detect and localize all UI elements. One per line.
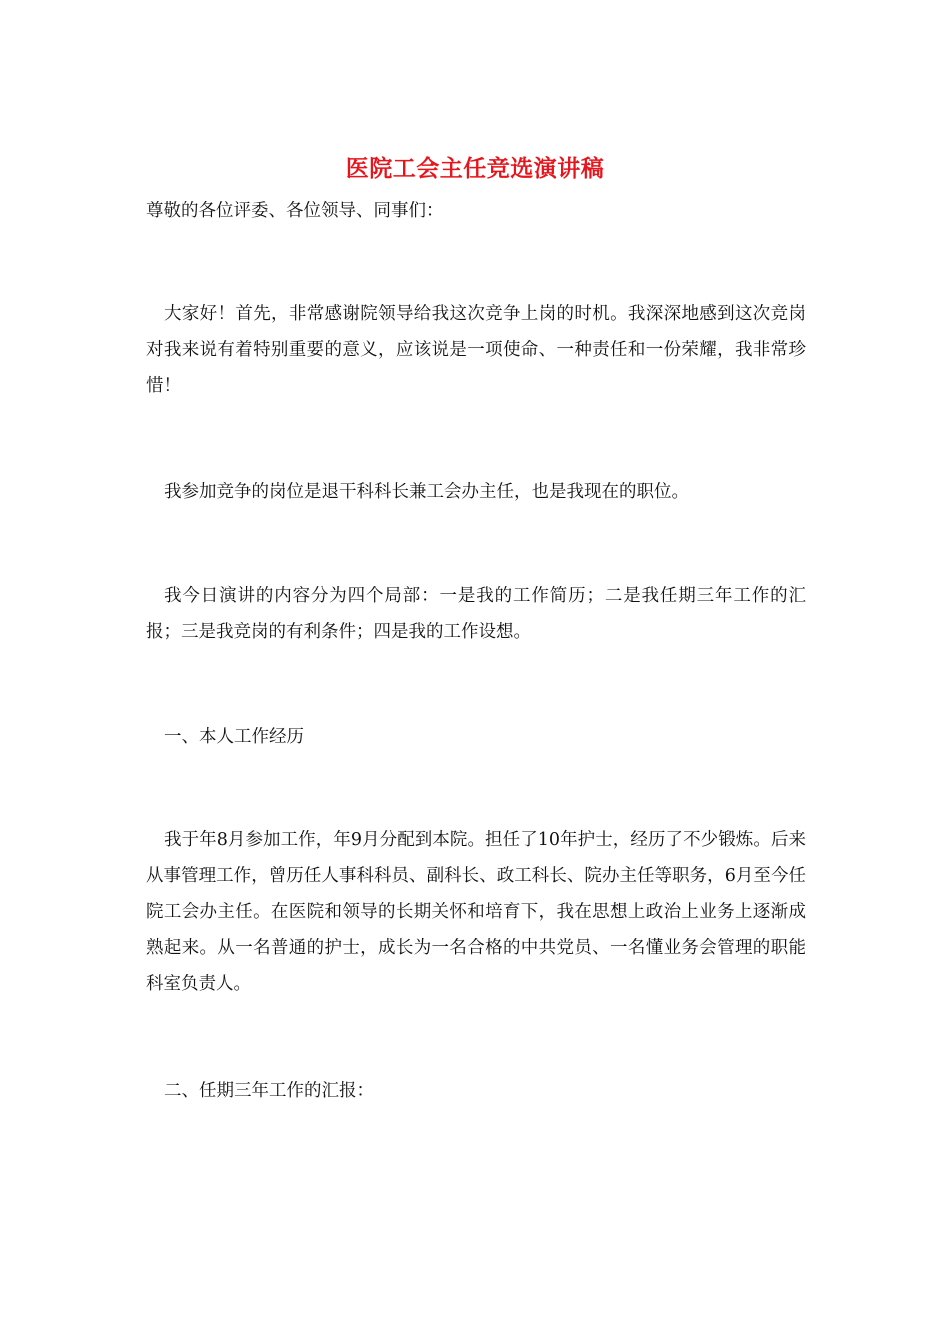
document-title: 医院工会主任竞选演讲稿	[345, 155, 605, 182]
paragraph-work-history: 我于年8月参加工作，年9月分配到本院。担任了10年护士，经历了不少锻炼。后来从事管理工作，曾历任人事科科员、副科长、政工科长、院办主任等职务，6月至今任院工会办主任。在医院和领导的长期关怀和培育下，我在思想上政治上业务上逐渐成熟起来。从一名普通的护士，成长为一名合格的中共党员、一名懂业务会管理的职能科室负责人。	[146, 830, 806, 994]
paragraph-position: 我参加竞争的岗位是退干科科长兼工会办主任，也是我现在的职位。	[164, 482, 689, 502]
section-heading-work-history: 一、本人工作经历	[164, 727, 304, 747]
paragraph-greeting: 大家好！首先，非常感谢院领导给我这次竞争上岗的时机。我深深地感到这次竞岗对我来说有着特别重要的意义，应该说是一项使命、一种责任和一份荣耀，我非常珍惜！	[146, 304, 806, 396]
section-heading-report: 二、任期三年工作的汇报：	[164, 1081, 374, 1101]
salutation: 尊敬的各位评委、各位领导、同事们：	[146, 201, 444, 221]
paragraph-outline: 我今日演讲的内容分为四个局部：一是我的工作简历；二是我任期三年工作的汇报；三是我竞岗的有利条件；四是我的工作设想。	[146, 586, 806, 642]
